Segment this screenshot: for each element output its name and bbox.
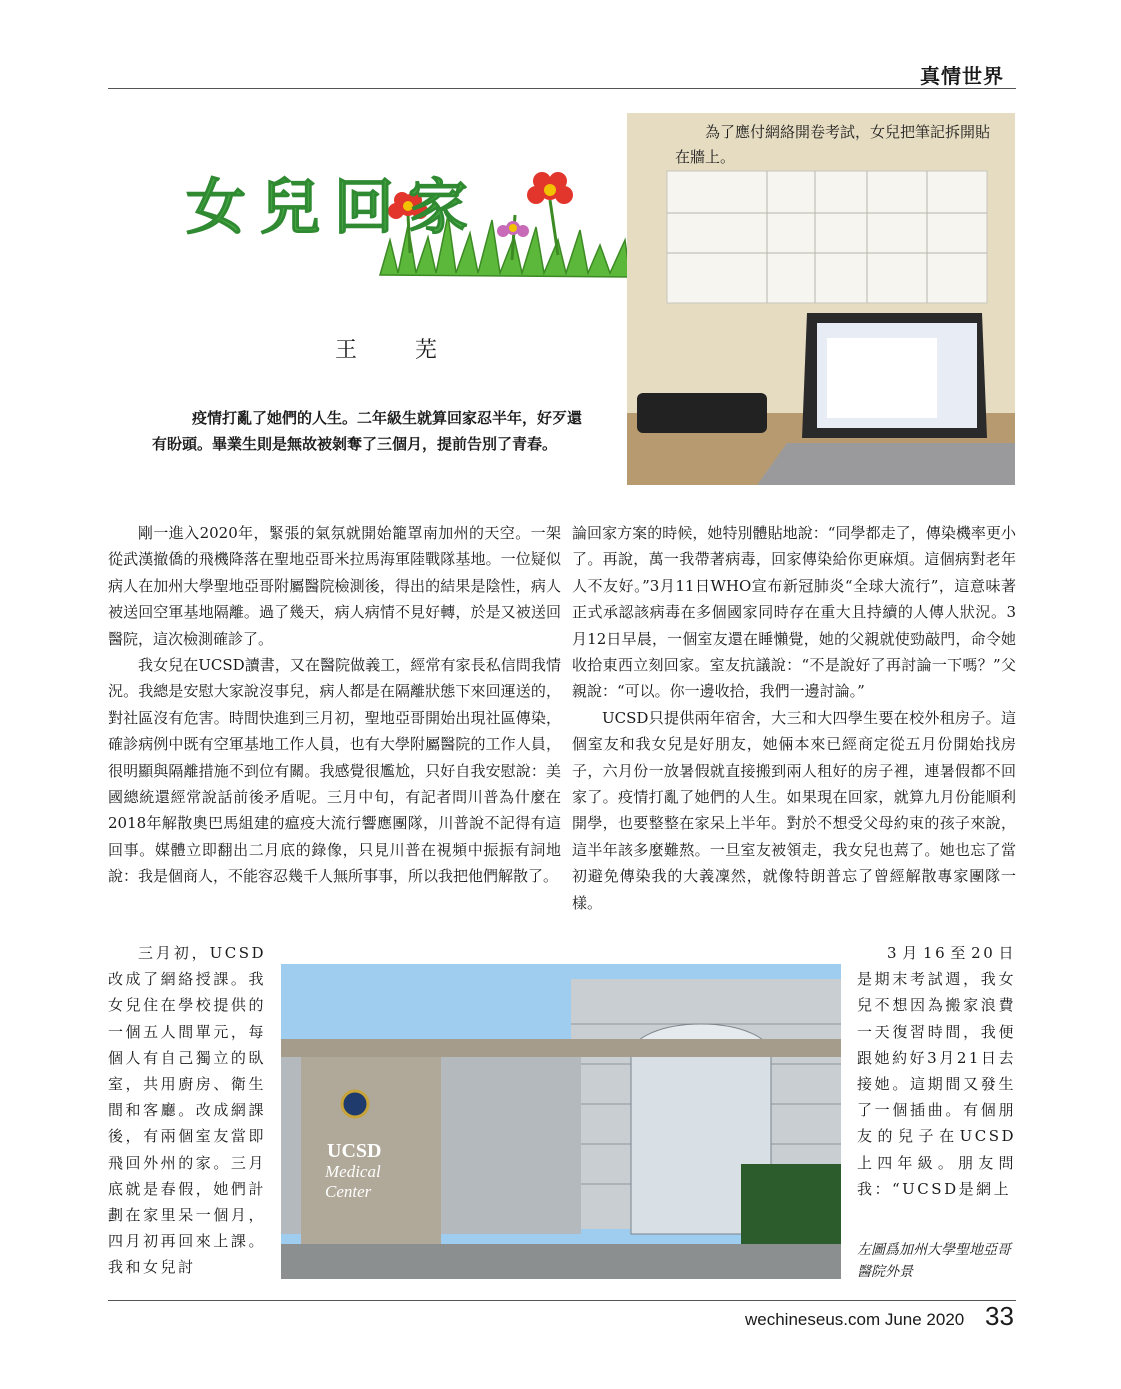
ucsd-medical-center-photo-icon xyxy=(281,964,841,1279)
paragraph: 我女兒在UCSD讀書，又在醫院做義工，經常有家長私信問我情況。我總是安慰大家說沒事兒，病人都是在隔離狀態下來回運送的，對社區沒有危害。時間快進到三月初，聖地亞哥開始出現社區傳染，確診病例中既有空軍基地工作人員，也有大學附屬醫院的工作人員，很明顯與隔離措施不到位有關。我感覺很尷尬，只好自我安慰說：美國總統還經常說話前後矛盾呢。三月中旬，有記者問川普為什麼在2018年解散奧巴馬組建的瘟疫大流行響應團隊，川普說不記得有這回事。媒體立即翻出二月底的錄像，只見川普在視頻中振振有詞地說：我是個商人，不能容忍幾千人無所事事，所以我把他們解散了。 xyxy=(108,656,561,886)
header-rule xyxy=(108,88,1016,89)
paragraph: 3月16至20日是期末考試週，我女兒不想因為搬家浪費一天復習時間，我便跟她約好3月21日去接她。這期間又發生了一個插曲。有個朋友的兒子在UCSD上四年級。朋友問我：“UCSD是網上 xyxy=(857,944,1016,1198)
sign-text-medical: Medical xyxy=(325,1162,381,1181)
study-photo-caption: 為了應付網絡開卷考試，女兒把筆記拆開貼在牆上。 xyxy=(675,123,991,166)
article-lead xyxy=(152,405,587,457)
column-left xyxy=(108,520,561,890)
campus-photo xyxy=(281,964,841,1279)
column-right xyxy=(572,520,1016,916)
paragraph: 剛一進入2020年，緊張的氣氛就開始籠罩南加州的天空。一架從武漢撤僑的飛機降落在聖地亞哥米拉馬海軍陸戰隊基地。一位疑似病人在加州大學聖地亞哥附屬醫院檢測後，得出的結果是陰性，病人被送回空軍基地隔離。過了幾天，病人病情不見好轉，於是又被送回醫院，這次檢測確診了。 xyxy=(108,524,561,648)
paragraph: UCSD只提供兩年宿舍，大三和大四學生要在校外租房子。這個室友和我女兒是好朋友，她倆本來已經商定從五月份開始找房子，六月份一放暑假就直接搬到兩人租好的房子裡，連暑假都不回家了。疫情打亂了她們的人生。如果現在回家，就算九月份能順利開學，也要整整在家呆上半年。對於不想受父母約束的孩子來說，這半年該多麼難熬。一旦室友被領走，我女兒也蔫了。她也忘了當初避免傳染我的大義凜然，就像特朗普忘了曾經解散專家團隊一樣。 xyxy=(572,708,1016,912)
footer-rule xyxy=(108,1300,1016,1301)
campus-photo-caption: 左圖爲加州大學聖地亞哥醫院外景 xyxy=(857,1242,1011,1280)
page-number: 33 xyxy=(985,1301,1014,1331)
article-title: 女兒回家 xyxy=(186,173,482,243)
column-narrow-left xyxy=(108,940,266,1281)
article-author: 王 芜 xyxy=(335,338,456,363)
column-narrow-right xyxy=(857,940,1016,1202)
sign-text-center: Center xyxy=(325,1182,372,1201)
lead-text: 疫情打亂了她們的人生。二年級生就算回家忍半年，好歹還有盼頭。畢業生則是無故被剝奪了三個月，提前告別了青春。 xyxy=(152,409,583,453)
sign-text-ucsd: UCSD xyxy=(327,1140,382,1162)
paragraph: 論回家方案的時候，她特別體貼地說：“同學都走了，傳染機率更小了。再說，萬一我帶著病毒，回家傳染給你更麻煩。這個病對老年人不友好。”3月11日WHO宣布新冠肺炎“全球大流行”，這意味著正式承認該病毒在多個國家同時存在重大且持續的人傳人狀況。3月12日早晨，一個室友還在睡懶覺，她的父親就使勁敲門，命令她收拾東西立刻回家。室友抗議說：“不是說好了再討論一下嗎？”父親說：“可以。你一邊收拾，我們一邊討論。” xyxy=(572,524,1016,701)
paragraph: 三月初，UCSD改成了網絡授課。我女兒住在學校提供的一個五人間單元，每個人有自己獨立的臥室，共用廚房、衛生間和客廳。改成網課後，有兩個室友當即飛回外州的家。三月底就是春假，她們計劃在家里呆一個月，四月初再回來上課。我和女兒討 xyxy=(108,944,266,1277)
footer-url: wechineseus.com June 2020 xyxy=(745,1310,965,1329)
section-name: 真情世界 xyxy=(920,64,1004,88)
